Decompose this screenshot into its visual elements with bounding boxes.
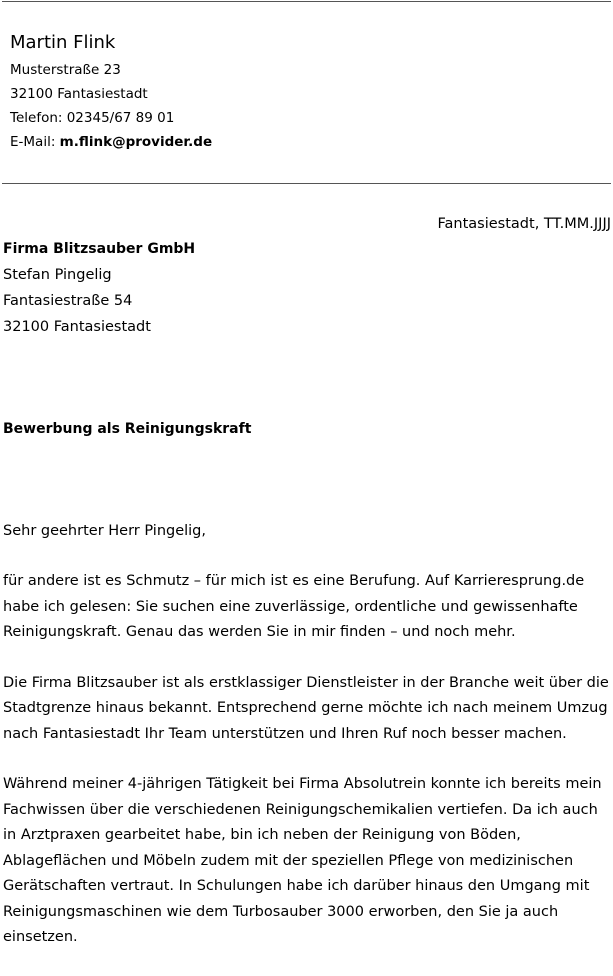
sender-phone: Telefon: 02345/67 89 01: [10, 110, 175, 126]
recipient-contact: Stefan Pingelig: [3, 267, 112, 283]
paragraph-line: Die Firma Blitzsauber ist als erstklassiger Dienstleister in der Branche weit über die: [3, 674, 609, 691]
recipient-company: Firma Blitzsauber GmbH: [3, 241, 196, 257]
paragraph-line: habe ich gelesen: Sie suchen eine zuverlässige, ordentliche und gewissenhafte: [3, 598, 578, 615]
sender-email-label: E-Mail:: [10, 134, 60, 150]
body-paragraph-2: [3, 671, 613, 748]
letter-date: Fantasiestadt, TT.MM.JJJJ: [437, 216, 611, 232]
letter-salutation: Sehr geehrter Herr Pingelig,: [3, 523, 206, 539]
paragraph-line: Während meiner 4-jährigen Tätigkeit bei Firma Absolutrein konnte ich bereits mein: [3, 776, 602, 792]
sender-block: [10, 31, 212, 154]
paragraph-line: nach Fantasiestadt Ihr Team unterstützen und Ihren Ruf noch besser machen.: [3, 725, 567, 742]
sender-city: 32100 Fantasiestadt: [10, 86, 148, 102]
paragraph-line: für andere ist es Schmutz – für mich ist es eine Berufung. Auf Karrieresprung.de: [3, 573, 585, 589]
recipient-block: [3, 236, 195, 340]
paragraph-line: Fachwissen über die verschiedenen Reinigungschemikalien vertiefen. Da ich auch: [3, 801, 598, 818]
header-top-divider: [2, 1, 611, 2]
recipient-street: Fantasiestraße 54: [3, 293, 133, 309]
sender-name: Martin Flink: [10, 32, 116, 53]
recipient-city: 32100 Fantasiestadt: [3, 319, 151, 335]
paragraph-line: einsetzen.: [3, 929, 78, 945]
letter-subject: Bewerbung als Reinigungskraft: [3, 421, 252, 437]
letter-body: [3, 569, 613, 976]
sender-email: [10, 130, 212, 154]
sender-email-value: m.flink@provider.de: [59, 134, 213, 150]
header-bottom-divider: [2, 183, 611, 184]
body-paragraph-3: [3, 772, 613, 951]
paragraph-line: Ablageflächen und Möbeln zudem mit der speziellen Pflege von medizinischen: [3, 852, 574, 869]
paragraph-line: Stadtgrenze hinaus bekannt. Entsprechend gerne möchte ich nach meinem Umzug: [3, 700, 608, 716]
sender-street: Musterstraße 23: [10, 62, 121, 78]
paragraph-line: in Arztpraxen gearbeitet habe, bin ich neben der Reinigung von Böden,: [3, 827, 521, 843]
paragraph-line: Reinigungskraft. Genau das werden Sie in mir finden – und noch mehr.: [3, 624, 516, 640]
paragraph-line: Reinigungsmaschinen wie dem Turbosauber 3000 erworben, den Sie ja auch: [3, 903, 559, 920]
paragraph-line: Gerätschaften vertraut. In Schulungen habe ich darüber hinaus den Umgang mit: [3, 878, 590, 894]
body-paragraph-1: [3, 569, 613, 646]
